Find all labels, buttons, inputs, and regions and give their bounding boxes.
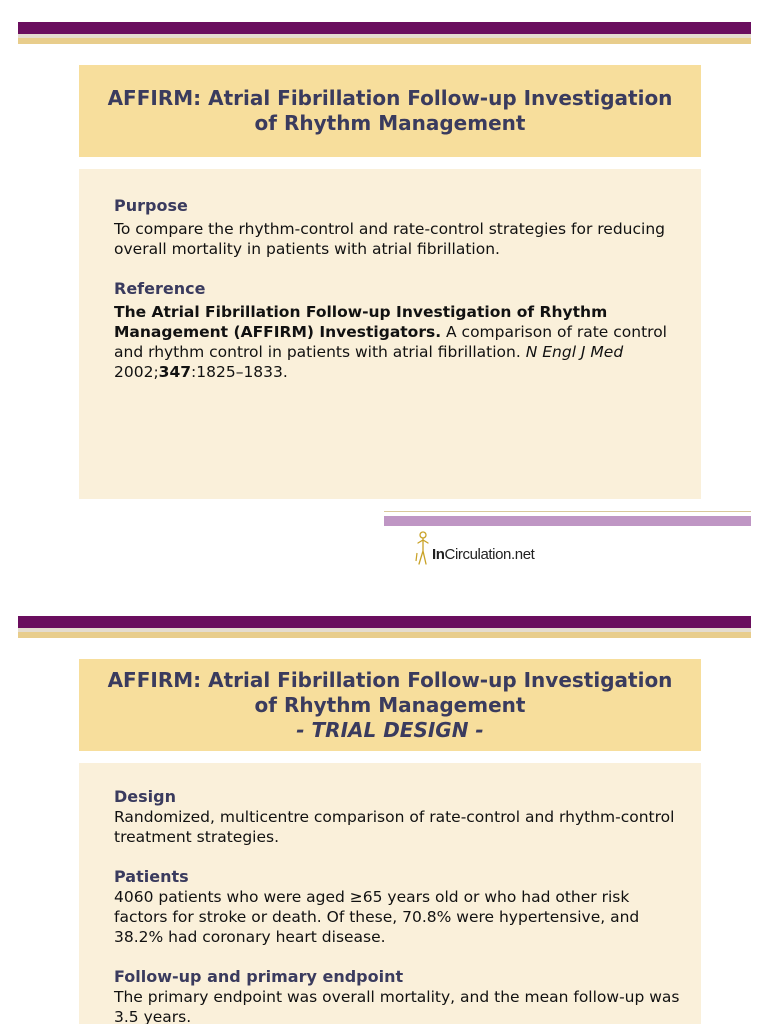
logo-text-bold: In bbox=[432, 546, 445, 563]
header-band-tan bbox=[18, 38, 751, 44]
slide2-content-box bbox=[79, 763, 701, 1024]
slide1-title-box bbox=[79, 65, 701, 157]
followup-text: The primary endpoint was overall mortality, and the mean follow-up was 3.5 years. bbox=[114, 988, 680, 1024]
incirculation-logo bbox=[415, 531, 534, 565]
followup-heading: Follow-up and primary endpoint bbox=[114, 967, 404, 986]
patients-text: 4060 patients who were aged ≥65 years old or who had other risk factors for stroke or death. Of these, 70.8% were hypertensive, and 38.2% had coronary heart disease. bbox=[114, 888, 640, 946]
design-text: Randomized, multicentre comparison of rate-control and rhythm-control treatment strategies. bbox=[114, 808, 675, 846]
slide2-title-line2: of Rhythm Management bbox=[254, 692, 526, 717]
reference-journal: N Engl J Med bbox=[525, 343, 624, 361]
footer-stripe bbox=[384, 516, 751, 526]
slide1-title-line2: of Rhythm Management bbox=[254, 111, 526, 135]
slide1-content-box bbox=[79, 169, 701, 499]
reference-volume: 347 bbox=[158, 363, 192, 381]
header-band-purple-2 bbox=[18, 616, 751, 628]
person-figure-icon bbox=[415, 531, 429, 565]
purpose-text: To compare the rhythm-control and rate-control strategies for reducing overall mortality in patients with atrial fibrillation. bbox=[114, 220, 665, 258]
logo-text-rest: Circulation.net bbox=[444, 546, 535, 563]
header-band-tan-2 bbox=[18, 632, 751, 638]
slide2-title-line1: AFFIRM: Atrial Fibrillation Follow-up Investigation bbox=[107, 667, 673, 692]
reference-citation bbox=[114, 302, 701, 382]
slide1-title-line1: AFFIRM: Atrial Fibrillation Follow-up Investigation bbox=[107, 86, 673, 110]
reference-year: 2002; bbox=[114, 363, 159, 381]
design-heading: Design bbox=[114, 787, 176, 806]
purpose-heading: Purpose bbox=[114, 196, 188, 215]
reference-authors: The Atrial Fibrillation Follow-up Investigation of Rhythm Management (AFFIRM) Investigators. bbox=[114, 303, 608, 341]
header-band-purple bbox=[18, 22, 751, 34]
reference-heading: Reference bbox=[114, 279, 206, 298]
slide2-title-box bbox=[79, 659, 701, 751]
reference-title: A comparison of rate control and rhythm control in patients with atrial fibrillation. bbox=[114, 323, 667, 361]
logo-text bbox=[432, 546, 534, 563]
reference-pages: :1825–1833. bbox=[191, 363, 288, 381]
slide2-subtitle: - TRIAL DESIGN - bbox=[296, 717, 484, 742]
patients-heading: Patients bbox=[114, 867, 189, 886]
footer-stripe-thin bbox=[384, 511, 751, 512]
